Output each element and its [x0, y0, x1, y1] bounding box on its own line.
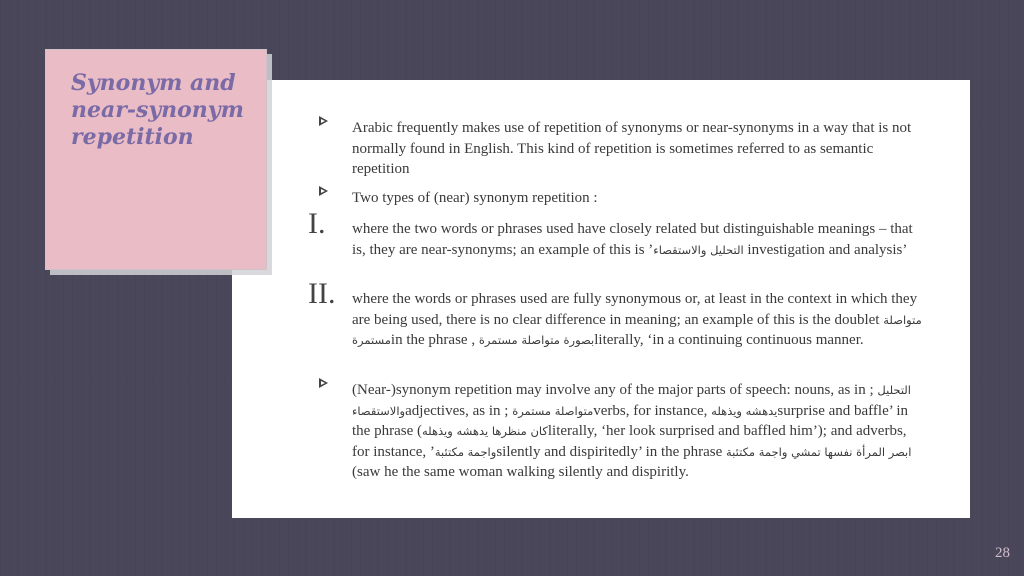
arabic-phrase: التحليل والاستقصاء: [653, 242, 744, 257]
roman-numeral-2: II.: [308, 277, 336, 310]
bullet-arrow-icon: [319, 378, 328, 388]
roman-item-2: [352, 289, 924, 351]
title-card: [45, 49, 267, 270]
roman-numeral-1: I.: [308, 207, 326, 240]
arabic-phrase: التحليل والاستقصاء: [352, 383, 911, 418]
bullet-arrow-icon: [319, 116, 328, 126]
arabic-phrase: بصورة متواصلة مستمرة: [478, 333, 595, 347]
bullet-3-text-d: surprise and baffle’ in the phrase (: [352, 402, 909, 439]
arabic-phrase: متواصلة مستمرة: [512, 403, 594, 418]
roman-item-1-text-b: investigation and analysis’: [743, 241, 908, 258]
bullet-text-3: [352, 380, 924, 483]
roman-item-1-text-a: where the two words or phrases used have closely related but distinguishable meanings – that is, they are near-synonyms; an example of this is ’: [352, 221, 913, 258]
roman-item-2-text-c: literally, ‘in a continuing continuous manner.: [594, 332, 864, 348]
arabic-phrase: ابصر المرأة نفسها تمشي واجمة مكتئبة: [726, 444, 912, 459]
arabic-phrase: واجمة مكتئبة: [434, 444, 497, 459]
bullet-3-text-a: (Near-)synonym repetition may involve any of the major parts of speech: nouns, as in ;: [352, 382, 878, 398]
bullet-text-1: Arabic frequently makes use of repetition of synonyms or near-synonyms in a way that is not normally found in English. This kind of repetition is sometimes referred to as semantic repetition: [352, 120, 912, 177]
roman-item-2-text-b: in the phrase ,: [390, 332, 479, 348]
roman-item-2-text-a: where the words or phrases used are fully synonymous or, at least in the context in which they are being used, there is no clear difference in meaning; an example of this is the doublet: [352, 291, 918, 328]
slide-title: Synonym and near-synonym repetition: [71, 70, 244, 150]
roman-item-1: [352, 219, 924, 260]
bullet-text-2: Two types of (near) synonym repetition :: [352, 190, 598, 206]
arabic-phrase: كان منظرها يدهشه ويذهله: [421, 424, 548, 438]
bullet-3-text-c: verbs, for instance,: [593, 402, 712, 419]
bullet-3-text-g: (saw he the same woman walking silently and dispiritly.: [352, 464, 689, 480]
content-card: [232, 80, 970, 518]
bullet-3-text-f: silently and dispiritedly’ in the phrase: [496, 443, 726, 460]
arabic-phrase: متواصلة مستمرة: [352, 312, 922, 347]
page-number: 28: [995, 545, 1010, 561]
bullet-3-text-b: adjectives, as in ;: [405, 402, 513, 419]
bullet-3-text-e: literally, ‘her look surprised and baffled him’); and adverbs, for instance, ’: [352, 423, 907, 460]
arabic-phrase: يدهشه ويذهله: [711, 403, 778, 418]
bullet-arrow-icon: [319, 186, 328, 196]
